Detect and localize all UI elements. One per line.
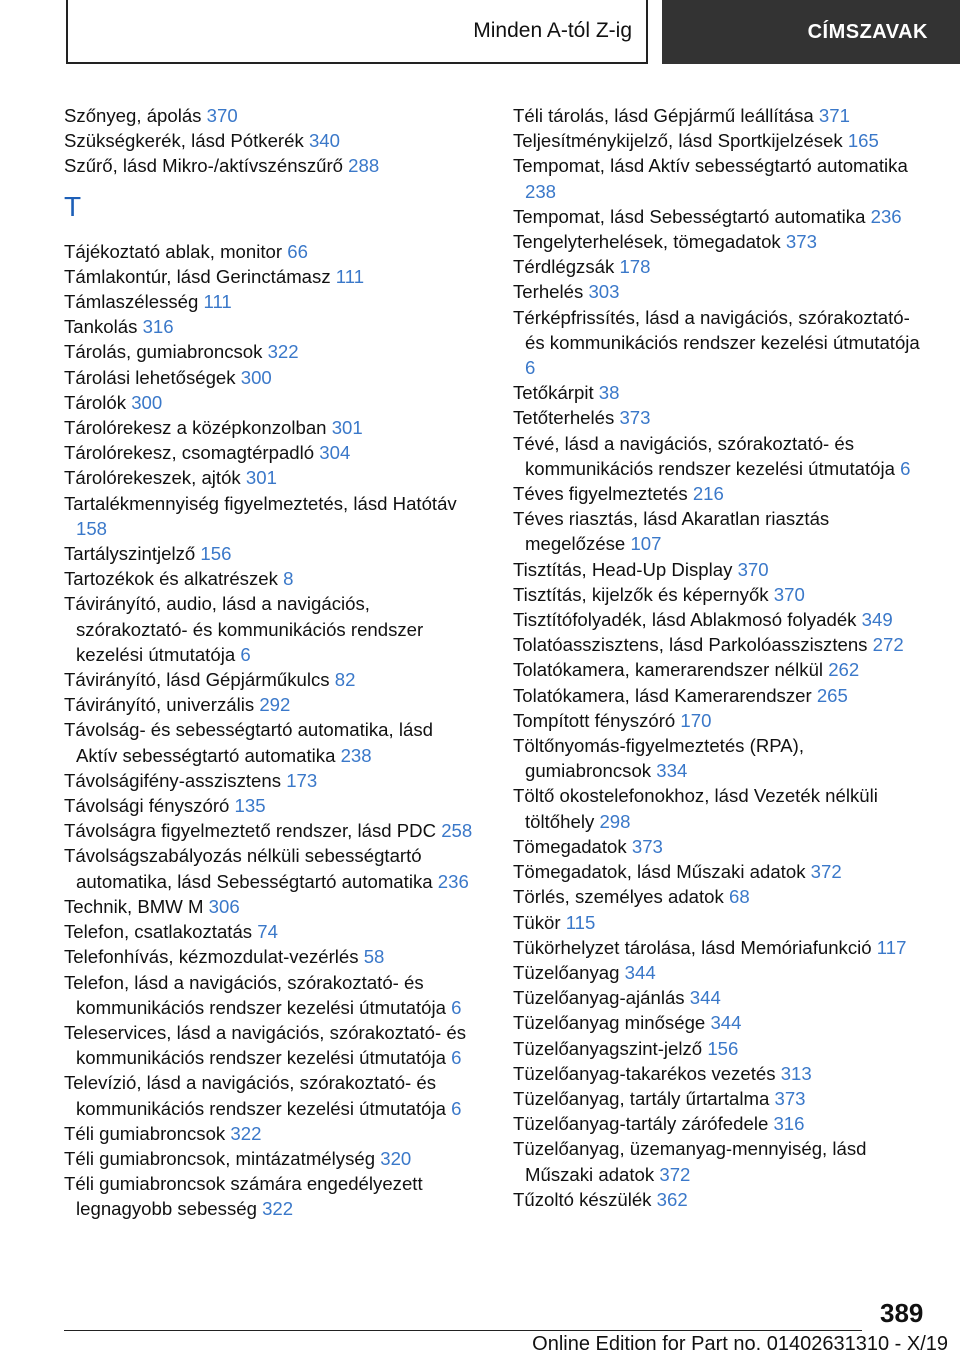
index-entry <box>64 103 478 128</box>
index-entry <box>513 607 933 632</box>
index-page-link[interactable]: 156 <box>707 1037 739 1059</box>
page-number: 389 <box>880 1298 924 1328</box>
index-entry <box>513 1010 933 1035</box>
index-entry-text: Tárolók <box>64 391 127 413</box>
index-entry-text: Teleservices, lásd a navigációs, szórakoztató- és kommunikációs rendszer kezelési útmutatója <box>64 1021 467 1069</box>
index-entry-text: Tükörhelyzet tárolása, lásd Memóriafunkció <box>513 936 872 958</box>
index-entry <box>513 985 933 1010</box>
index-entry <box>64 153 478 178</box>
index-entry-text: Telefonhívás, kézmozdulat-vezérlés <box>64 946 359 968</box>
index-entry-text: Töltő okostelefonokhoz, lásd Vezeték nélküli töltőhely <box>513 785 878 832</box>
index-entry <box>64 339 478 364</box>
index-page-link[interactable]: 344 <box>689 987 721 1009</box>
index-page-link[interactable]: 306 <box>208 895 240 917</box>
index-entry-text: Szőnyeg, ápolás <box>64 105 202 126</box>
index-entry-text: Telefon, lásd a navigációs, szórakoztató- és kommunikációs rendszer kezelési útmutatója <box>64 971 446 1018</box>
index-page-link[interactable]: 238 <box>340 744 372 766</box>
index-entry-text: Térdlégzsák <box>513 256 615 278</box>
index-entry-text: Tüzelőanyag, tartály űrtartalma <box>513 1087 770 1109</box>
index-entry <box>513 380 933 405</box>
index-entry-text: Tempomat, lásd Sebességtartó automatika <box>513 205 866 227</box>
index-entry-text: Távolságszabályozás nélküli sebességtartó automatika, lásd Sebességtartó automatika <box>64 845 433 892</box>
index-entry-text: Törlés, személyes adatok <box>513 886 724 908</box>
index-page-link[interactable]: 292 <box>259 694 291 716</box>
index-entry-text: Tisztítófolyadék, lásd Ablakmosó folyadék <box>513 609 857 631</box>
index-entry <box>513 1061 933 1086</box>
index-entry <box>513 103 933 128</box>
index-entry-text: Technik, BMW M <box>64 895 204 917</box>
index-page-link[interactable]: 178 <box>619 256 651 278</box>
index-page-link[interactable]: 265 <box>816 684 848 706</box>
index-entry <box>513 204 933 229</box>
index-entry-text: Terhelés <box>513 281 584 303</box>
index-entry <box>64 440 478 465</box>
index-page-link[interactable]: 340 <box>308 130 340 152</box>
index-entry-text: Tompított fényszóró <box>513 709 676 731</box>
index-entry <box>64 1171 478 1221</box>
index-letter-heading: T <box>64 190 82 222</box>
index-page-link[interactable]: 373 <box>619 407 651 429</box>
index-entry-text: Tetőkárpit <box>513 382 594 404</box>
index-entry-text: Távolságra figyelmeztető rendszer, lásd PDC <box>64 820 437 842</box>
index-page-link[interactable]: 216 <box>692 483 724 505</box>
index-page-link[interactable]: 158 <box>76 517 108 539</box>
index-entry <box>513 1136 933 1186</box>
index-entry <box>64 365 478 390</box>
index-entry <box>64 717 478 767</box>
index-entry <box>64 491 478 541</box>
index-page-link[interactable]: 370 <box>206 105 238 126</box>
page-header <box>0 0 960 66</box>
index-entry-text: Tolatókamera, kamerarendszer nélkül <box>513 659 824 681</box>
index-entry <box>513 859 933 884</box>
index-entry <box>513 1086 933 1111</box>
index-page-link[interactable]: 373 <box>774 1087 806 1109</box>
index-entry-text: Téli gumiabroncsok, mintázatmélység <box>64 1147 376 1169</box>
index-column-left <box>64 103 478 1222</box>
index-page-link[interactable]: 300 <box>240 366 272 388</box>
index-entry <box>64 264 478 289</box>
footer-divider <box>64 1330 862 1331</box>
index-entry-text: Tévé, lásd a navigációs, szórakoztató- és kommunikációs rendszer kezelési útmutatója <box>513 432 895 479</box>
index-entry-text: Tartozékok és alkatrészek <box>64 568 278 590</box>
index-page-link[interactable]: 66 <box>287 240 308 262</box>
index-entry-text: Szűrő, lásd Mikro-/aktívszénszűrő <box>64 155 343 177</box>
index-page-link[interactable]: 262 <box>828 659 860 681</box>
index-entry <box>513 960 933 985</box>
index-entry <box>513 431 933 481</box>
index-entry-text: Szükségkerék, lásd Pótkerék <box>64 130 304 152</box>
index-page-link[interactable]: 300 <box>131 391 163 413</box>
index-entry <box>513 153 933 203</box>
index-page-link[interactable]: 371 <box>818 105 850 126</box>
index-page-link[interactable]: 68 <box>729 886 750 908</box>
index-page-link[interactable]: 288 <box>348 155 380 177</box>
index-page-link[interactable]: 6 <box>451 996 462 1018</box>
index-entry <box>513 657 933 682</box>
index-entry-text: Televízió, lásd a navigációs, szórakoztató- és kommunikációs rendszer kezelési útmutatója <box>64 1072 446 1119</box>
index-page-link[interactable]: 58 <box>363 946 385 968</box>
index-entry <box>513 733 933 783</box>
index-page-link[interactable]: 301 <box>331 417 363 439</box>
index-entry-text: Tüzelőanyag, üzemanyag-mennyiség, lásd Műszaki adatok <box>513 1138 867 1185</box>
index-entry-text: Tolatóasszisztens, lásd Parkolóasszisztens <box>513 634 868 656</box>
index-entry <box>64 289 478 314</box>
index-entry <box>513 305 933 381</box>
footer-edition-text: Online Edition for Part no. 01402631310 - X/19 <box>532 1333 948 1355</box>
index-page-link[interactable]: 236 <box>870 205 902 227</box>
index-entry <box>513 128 933 153</box>
index-page-link[interactable]: 165 <box>847 130 879 152</box>
index-entry <box>513 506 933 556</box>
index-page-link[interactable]: 115 <box>565 911 596 933</box>
index-entry <box>513 935 933 960</box>
index-page-link[interactable]: 6 <box>525 357 536 379</box>
index-column-right <box>513 103 933 1212</box>
index-page-link[interactable]: 6 <box>240 643 251 665</box>
section-tab-label: CÍMSZAVAK <box>807 20 928 43</box>
index-entry <box>513 1111 933 1136</box>
index-entry <box>64 944 478 969</box>
index-entry-text: Tüzelőanyag-takarékos vezetés <box>513 1062 776 1084</box>
index-entry <box>64 919 478 944</box>
index-entry <box>64 692 478 717</box>
index-entry-text: Tárolórekesz, csomagtérpadló <box>64 442 315 464</box>
index-entry-text: Tüzelőanyagszint-jelző <box>513 1037 703 1059</box>
index-page-link[interactable]: 370 <box>773 583 805 605</box>
index-entry-text: Töltőnyomás-figyelmeztetés (RPA), gumiabroncsok <box>513 735 805 782</box>
index-page-link[interactable]: 313 <box>780 1062 812 1084</box>
index-entry-text: Tempomat, lásd Aktív sebességtartó automatika <box>513 155 908 177</box>
index-entry <box>64 970 478 1020</box>
index-page-link[interactable]: 173 <box>286 769 318 791</box>
index-entry <box>64 591 478 667</box>
index-page-link[interactable]: 316 <box>773 1113 805 1135</box>
index-entry-text: Tolatókamera, lásd Kamerarendszer <box>513 684 812 706</box>
index-entry-text: Tetőterhelés <box>513 407 615 429</box>
index-entry-text: Tömegadatok <box>513 835 627 857</box>
index-entry-text: Tisztítás, kijelzők és képernyők <box>513 583 769 605</box>
index-entry <box>513 632 933 657</box>
index-entry <box>64 1146 478 1171</box>
index-entry-text: Tömegadatok, lásd Műszaki adatok <box>513 861 806 883</box>
index-entry-text: Téves riasztás, lásd Akaratlan riasztás megelőzése <box>513 508 830 555</box>
index-entry-text: Téves figyelmeztetés <box>513 483 688 505</box>
index-page-link[interactable]: 107 <box>630 533 662 555</box>
index-entry-text: Távirányító, audio, lásd a navigációs, szórakoztató- és kommunikációs rendszer kezelési útmutatója <box>64 593 424 665</box>
index-entry-text: Tárolás, gumiabroncsok <box>64 341 263 363</box>
index-entry <box>64 667 478 692</box>
index-page-link[interactable]: 258 <box>441 820 473 842</box>
index-page-link[interactable]: 6 <box>900 457 911 479</box>
index-page-link[interactable]: 334 <box>656 760 688 782</box>
nav-tab-label: Minden A-tól Z-ig <box>473 19 632 42</box>
index-entry-text: Téli gumiabroncsok számára engedélyezett legnagyobb sebesség <box>64 1173 423 1220</box>
index-entry-text: Teljesítménykijelző, lásd Sportkijelzések <box>513 130 843 152</box>
index-entry-text: Tárolási lehetőségek <box>64 366 236 388</box>
index-page-link[interactable]: 322 <box>262 1198 294 1220</box>
index-entry-text: Tüzelőanyag-ajánlás <box>513 987 685 1009</box>
index-entry-text: Tükör <box>513 911 561 933</box>
index-page-link[interactable]: 74 <box>257 921 278 943</box>
index-page-link[interactable]: 370 <box>737 558 769 580</box>
index-entry <box>513 229 933 254</box>
index-entry-text: Támlakontúr, lásd Gerinctámasz <box>64 265 331 287</box>
index-entry-text: Tartályszintjelző <box>64 543 196 565</box>
index-entry <box>513 557 933 582</box>
index-entry <box>64 768 478 793</box>
index-entry-text: Tüzelőanyag minősége <box>513 1012 706 1034</box>
index-entry <box>64 390 478 415</box>
index-entry <box>513 884 933 909</box>
index-entry-text: Tárolórekesz a középkonzolban <box>64 417 327 439</box>
index-page-link[interactable]: 111 <box>203 291 232 313</box>
index-entry <box>64 1070 478 1120</box>
index-entry <box>64 541 478 566</box>
index-page-link[interactable]: 38 <box>598 382 620 404</box>
index-page-link[interactable]: 6 <box>451 1097 462 1119</box>
index-page-link[interactable]: 8 <box>283 568 294 590</box>
index-page-link[interactable]: 303 <box>588 281 620 303</box>
index-page-link[interactable]: 362 <box>656 1188 688 1210</box>
index-entry-text: Téli tárolás, lásd Gépjármű leállítása <box>513 105 814 126</box>
index-entry <box>64 239 478 264</box>
index-page-link[interactable]: 82 <box>334 669 356 691</box>
index-page-link[interactable]: 373 <box>785 231 817 253</box>
index-entry <box>64 314 478 339</box>
index-page-link[interactable]: 298 <box>599 810 631 832</box>
index-entry-text: Távirányító, lásd Gépjárműkulcs <box>64 669 330 691</box>
index-page-link[interactable]: 372 <box>659 1163 691 1185</box>
index-page-link[interactable]: 349 <box>861 609 893 631</box>
index-entry <box>513 708 933 733</box>
index-page-link[interactable]: 135 <box>234 795 266 817</box>
index-entry-text: Térképfrissítés, lásd a navigációs, szórakoztató- és kommunikációs rendszer kezelési útmutatója <box>513 306 920 353</box>
nav-tab-a-z[interactable] <box>66 0 648 64</box>
index-entry-text: Tisztítás, Head-Up Display <box>513 558 733 580</box>
index-entry-text: Tüzelőanyag <box>513 961 620 983</box>
index-entry <box>64 894 478 919</box>
index-entry <box>513 683 933 708</box>
index-page-link[interactable]: 373 <box>631 835 663 857</box>
index-entry-text: Távolság- és sebességtartó automatika, lásd Aktív sebességtartó automatika <box>64 719 433 766</box>
index-page-link[interactable]: 156 <box>200 543 232 565</box>
index-entry-text: Tájékoztató ablak, monitor <box>64 240 283 262</box>
index-page-link[interactable]: 320 <box>380 1147 412 1169</box>
index-entry-text: Tankolás <box>64 316 138 338</box>
index-page-link[interactable]: 6 <box>451 1047 462 1069</box>
index-entry-text: Távolsági fényszóró <box>64 795 230 817</box>
index-entry-text: Támlaszélesség <box>64 291 199 313</box>
index-entry <box>64 465 478 490</box>
index-entry <box>64 1020 478 1070</box>
index-entry <box>64 1121 478 1146</box>
section-tab-keywords[interactable] <box>662 0 960 64</box>
index-page-link[interactable]: 344 <box>710 1012 742 1034</box>
index-page-link[interactable]: 304 <box>319 442 351 464</box>
index-entry <box>64 843 478 893</box>
index-entry-text: Tartalékmennyiség figyelmeztetés, lásd Hatótáv <box>64 492 457 514</box>
index-page-link[interactable]: 117 <box>876 936 907 958</box>
index-entry-text: Téli gumiabroncsok <box>64 1122 226 1144</box>
index-page-link[interactable]: 322 <box>230 1122 262 1144</box>
index-page-link[interactable]: 170 <box>680 709 712 731</box>
index-page-link[interactable]: 238 <box>525 180 557 202</box>
index-entry-text: Tárolórekeszek, ajtók <box>64 467 241 489</box>
index-page-link[interactable]: 272 <box>872 634 904 656</box>
index-entry-text: Telefon, csatlakoztatás <box>64 921 253 943</box>
index-page-link[interactable]: 344 <box>624 961 656 983</box>
index-page-link[interactable]: 111 <box>335 265 365 287</box>
index-entry <box>513 1036 933 1061</box>
index-entry-text: Tűzoltó készülék <box>513 1188 652 1210</box>
index-page-link[interactable]: 236 <box>437 870 469 892</box>
index-entry <box>513 1187 933 1212</box>
index-page-link[interactable]: 372 <box>810 861 842 883</box>
index-entry <box>64 128 478 153</box>
index-entry <box>513 254 933 279</box>
index-page-link[interactable]: 322 <box>267 341 299 363</box>
index-entry <box>513 834 933 859</box>
index-entry <box>64 793 478 818</box>
index-entry <box>64 566 478 591</box>
index-entry <box>513 279 933 304</box>
index-entry-text: Távolságifény-asszisztens <box>64 769 282 791</box>
index-page-link[interactable]: 301 <box>245 467 277 489</box>
index-entry <box>513 582 933 607</box>
index-entry-text: Tüzelőanyag-tartály zárófedele <box>513 1113 769 1135</box>
index-entry-text: Távirányító, univerzális <box>64 694 255 716</box>
index-entry <box>513 405 933 430</box>
index-entry <box>64 415 478 440</box>
index-entry-text: Tengelyterhelések, tömegadatok <box>513 231 781 253</box>
index-entry <box>64 818 478 843</box>
index-entry <box>513 481 933 506</box>
index-entry <box>513 783 933 833</box>
index-page-link[interactable]: 316 <box>142 316 174 338</box>
index-entry <box>513 910 933 935</box>
